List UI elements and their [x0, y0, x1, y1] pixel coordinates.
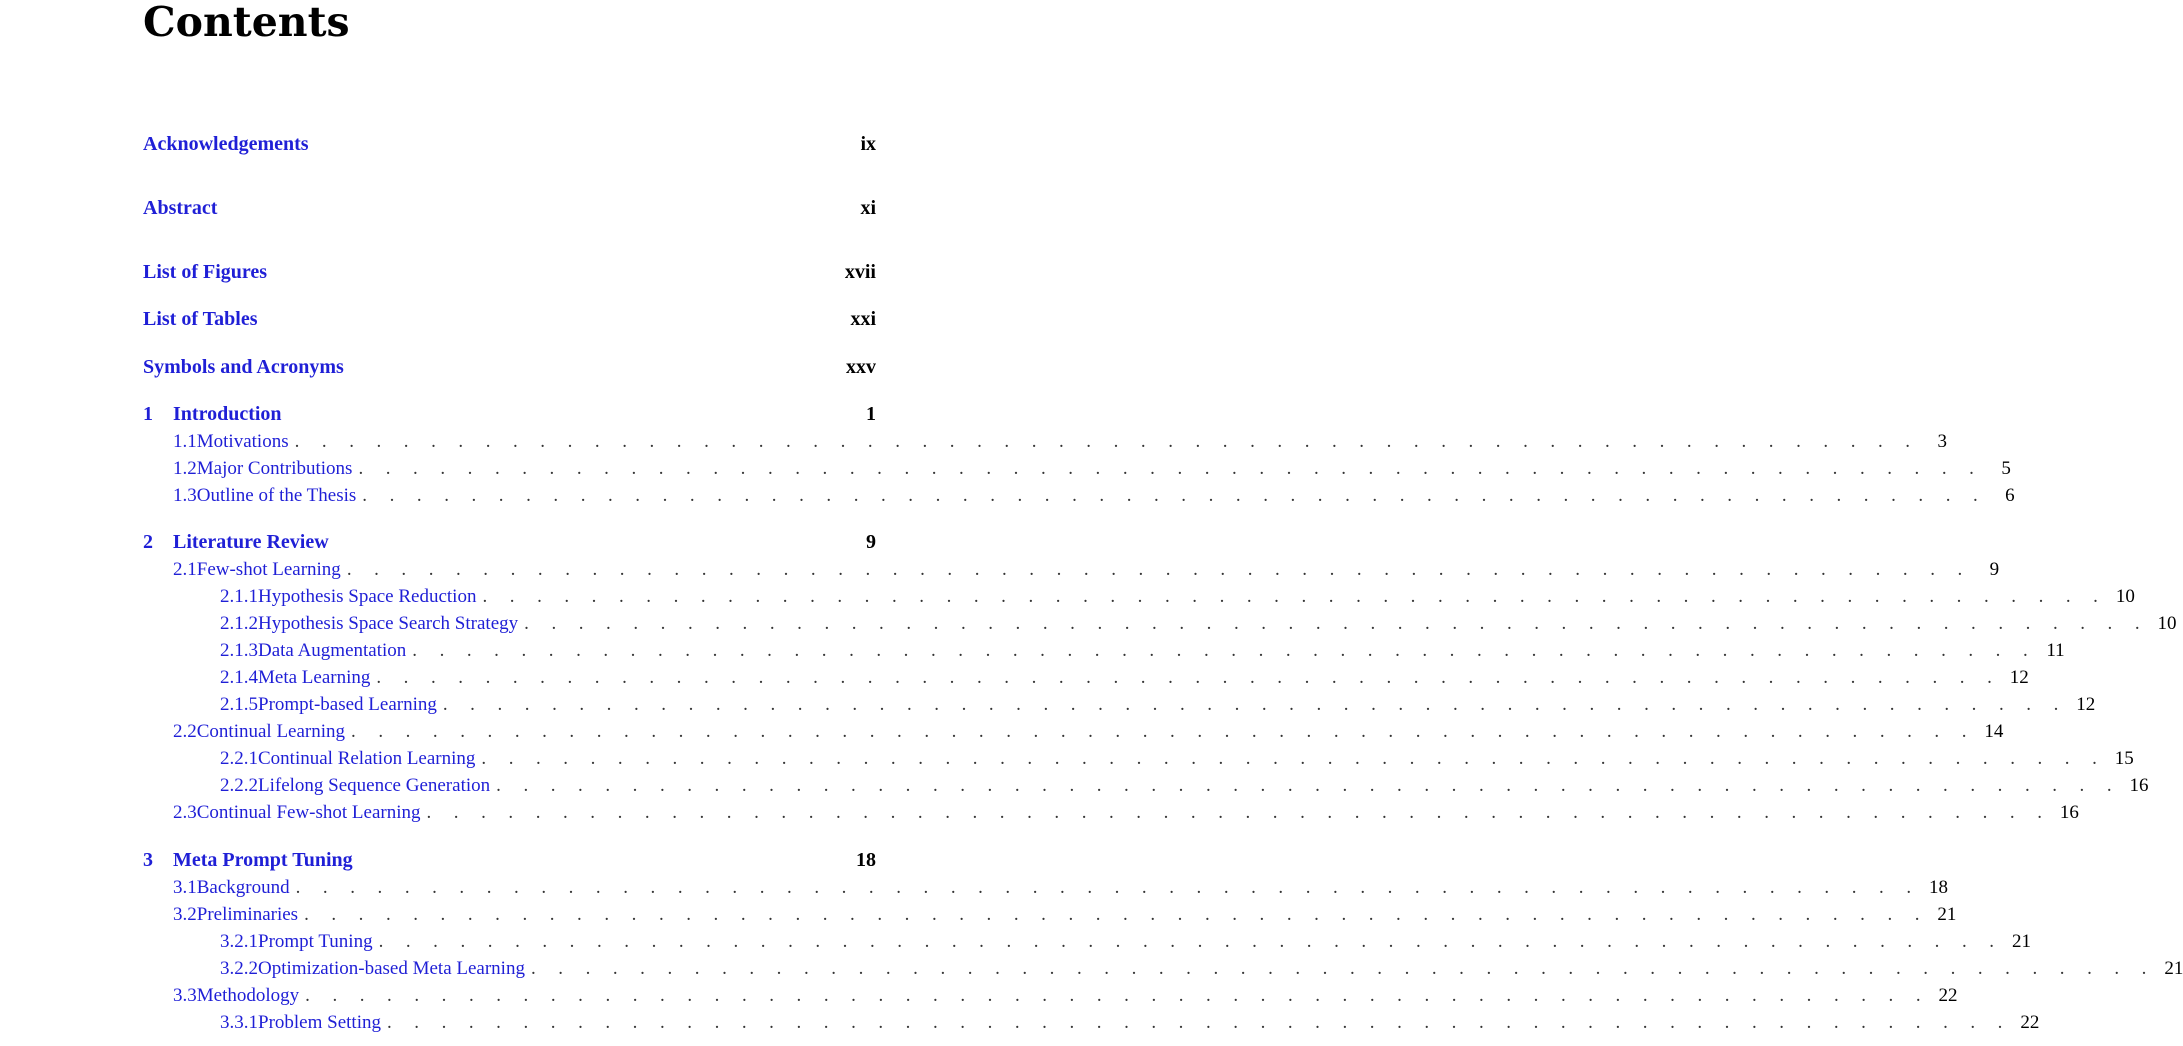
toc-entry-title-link[interactable]: List of Tables — [143, 308, 258, 330]
toc-entry-number[interactable]: 2.1.2 — [220, 613, 258, 634]
toc-entry-title-link[interactable]: Prompt-based Learning — [258, 694, 437, 715]
toc-entry-page-number: 21 — [2164, 958, 2183, 979]
toc-entry[interactable] — [143, 261, 876, 289]
toc-entry[interactable] — [143, 958, 2183, 986]
toc-entry-number[interactable]: 3 — [143, 849, 153, 871]
toc-entry-title-link[interactable]: Methodology — [196, 985, 300, 1006]
dot-leader: . . . . . . . . . . . . . . . . . . . . . . . . . . . . . . . . . . . . . . . . . . . . . . . . . . . . . . . . . . . . — [294, 431, 1919, 452]
toc-entry-page-number: xxv — [846, 356, 876, 378]
toc-entry-page-number: 12 — [2076, 694, 2096, 715]
toc-entry[interactable] — [143, 640, 2065, 668]
toc-entry-page-number: 22 — [2020, 1012, 2040, 1033]
contents-heading: Contents — [143, 0, 350, 46]
dot-leader: . . . . . . . . . . . . . . . . . . . . . . . . . . . . . . . . . . . . . . . . . . . . . . . . . . . . . . . . . . . . — [530, 958, 2156, 979]
toc-entry-page-number: 3 — [1937, 431, 1947, 452]
dot-leader: . . . . . . . . . . . . . . . . . . . . . . . . . . . . . . . . . . . . . . . . . . . . . . . . . . . . . . . . . . . . — [304, 904, 1929, 925]
toc-entry-number[interactable]: 1 — [143, 403, 153, 425]
toc-entry[interactable] — [143, 485, 2015, 513]
toc-entry-number[interactable]: 2.1.3 — [220, 640, 258, 661]
dot-leader: . . . . . . . . . . . . . . . . . . . . . . . . . . . . . . . . . . . . . . . . . . . . . . . . . . . . . . . . . . . . — [426, 802, 2051, 823]
toc-entry[interactable] — [143, 356, 876, 384]
toc-entry-title-link[interactable]: Prompt Tuning — [258, 931, 373, 952]
toc-entry[interactable] — [143, 559, 2000, 587]
toc-entry[interactable] — [143, 308, 876, 336]
dot-leader: . . . . . . . . . . . . . . . . . . . . . . . . . . . . . . . . . . . . . . . . . . . . . . . . . . . . . . . . . . . . — [412, 640, 2037, 661]
toc-entry-number[interactable]: 2.2.2 — [220, 775, 258, 796]
toc-entry-page-number: ix — [860, 133, 876, 155]
toc-entry-title-link[interactable]: Hypothesis Space Reduction — [258, 586, 477, 607]
toc-entry-title-link[interactable]: Few-shot Learning — [196, 559, 341, 580]
toc-entry-title-link[interactable]: Symbols and Acronyms — [143, 356, 344, 378]
toc-entry[interactable] — [143, 748, 2134, 776]
toc-entry-title-link[interactable]: Continual Few-shot Learning — [196, 802, 421, 823]
toc-entry[interactable] — [143, 849, 876, 877]
dot-leader: . . . . . . . . . . . . . . . . . . . . . . . . . . . . . . . . . . . . . . . . . . . . . . . . . . . . . . . . . . . . — [362, 485, 1987, 506]
toc-entry[interactable] — [143, 586, 2135, 614]
toc-entry[interactable] — [143, 877, 1948, 905]
toc-entry-number[interactable]: 2.3 — [173, 802, 197, 823]
toc-entry-title-link[interactable]: Background — [196, 877, 290, 898]
dot-leader: . . . . . . . . . . . . . . . . . . . . . . . . . . . . . . . . . . . . . . . . . . . . . . . . . . . . . . . . . . . . — [346, 559, 1972, 580]
toc-entry-title-link[interactable]: Hypothesis Space Search Strategy — [258, 613, 519, 634]
toc-entry-page-number: 18 — [1928, 877, 1948, 898]
toc-entry-page-number: 6 — [2005, 485, 2015, 506]
toc-entry[interactable] — [143, 613, 2177, 641]
toc-entry-title-link[interactable]: Data Augmentation — [258, 640, 407, 661]
toc-entry-number[interactable]: 2.1.5 — [220, 694, 258, 715]
toc-entry-page-number: 12 — [2009, 667, 2029, 688]
toc-entry-title-link[interactable]: Meta Learning — [258, 667, 371, 688]
toc-entry-page-number: 22 — [1938, 985, 1958, 1006]
dot-leader: . . . . . . . . . . . . . . . . . . . . . . . . . . . . . . . . . . . . . . . . . . . . . . . . . . . . . . . . . . . . — [376, 667, 2001, 688]
toc-entry-number[interactable]: 2 — [143, 531, 153, 553]
toc-entry-number[interactable]: 3.2.1 — [220, 931, 258, 952]
toc-entry-page-number: 21 — [1937, 904, 1957, 925]
dot-leader: . . . . . . . . . . . . . . . . . . . . . . . . . . . . . . . . . . . . . . . . . . . . . . . . . . . . . . . . . . . . — [305, 985, 1930, 1006]
toc-entry-page-number: 16 — [2059, 802, 2079, 823]
toc-entry[interactable] — [143, 1012, 2040, 1040]
toc-entry-title-link[interactable]: Problem Setting — [258, 1012, 381, 1033]
toc-entry-number[interactable]: 3.2 — [173, 904, 197, 925]
toc-entry-title-link[interactable]: Meta Prompt Tuning — [173, 849, 353, 871]
dot-leader: . . . . . . . . . . . . . . . . . . . . . . . . . . . . . . . . . . . . . . . . . . . . . . . . . . . . . . . . . . . . — [481, 748, 2106, 769]
toc-entry-title-link[interactable]: Acknowledgements — [143, 133, 309, 155]
toc-entry-number[interactable]: 2.1.4 — [220, 667, 258, 688]
toc-entry[interactable] — [143, 431, 1947, 459]
toc-entry-page-number: 9 — [866, 531, 876, 553]
toc-entry-number[interactable]: 3.1 — [173, 877, 197, 898]
toc-entry[interactable] — [143, 721, 2004, 749]
toc-entry[interactable] — [143, 802, 2079, 830]
toc-entry-number[interactable]: 2.1 — [173, 559, 197, 580]
toc-entry-number[interactable]: 3.2.2 — [220, 958, 258, 979]
dot-leader: . . . . . . . . . . . . . . . . . . . . . . . . . . . . . . . . . . . . . . . . . . . . . . . . . . . . . . . . . . . . — [386, 1012, 2012, 1033]
toc-entry-title-link[interactable]: Continual Relation Learning — [258, 748, 476, 769]
toc-entry-title-link[interactable]: List of Figures — [143, 261, 268, 283]
toc-entry-page-number: 5 — [2001, 458, 2011, 479]
toc-entry[interactable] — [143, 904, 1957, 932]
toc-entry-title-link[interactable]: Optimization-based Meta Learning — [258, 958, 525, 979]
toc-entry-title-link[interactable]: Literature Review — [173, 531, 329, 553]
toc-entry[interactable] — [143, 931, 2031, 959]
toc-entry-number[interactable]: 3.3.1 — [220, 1012, 258, 1033]
toc-entry-page-number: xi — [860, 197, 876, 219]
toc-entry-number[interactable]: 2.1.1 — [220, 586, 258, 607]
toc-entry[interactable] — [143, 694, 2096, 722]
toc-entry-number[interactable]: 2.2 — [173, 721, 197, 742]
toc-entry-title-link[interactable]: Abstract — [143, 197, 218, 219]
toc-entry[interactable] — [143, 133, 876, 161]
dot-leader: . . . . . . . . . . . . . . . . . . . . . . . . . . . . . . . . . . . . . . . . . . . . . . . . . . . . . . . . . . . . — [496, 775, 2121, 796]
toc-entry[interactable] — [143, 197, 876, 225]
toc-entry-page-number: xvii — [844, 261, 876, 283]
toc-entry-title-link[interactable]: Outline of the Thesis — [196, 485, 357, 506]
toc-entry-page-number: 10 — [2157, 613, 2177, 634]
toc-entry[interactable] — [143, 985, 1958, 1013]
toc-entry-page-number: 10 — [2115, 586, 2135, 607]
toc-entry[interactable] — [143, 403, 876, 431]
dot-leader: . . . . . . . . . . . . . . . . . . . . . . . . . . . . . . . . . . . . . . . . . . . . . . . . . . . . . . . . . . . . — [482, 586, 2107, 607]
toc-entry[interactable] — [143, 667, 2029, 695]
toc-entry-page-number: xxi — [850, 308, 876, 330]
toc-entry[interactable] — [143, 775, 2149, 803]
toc-entry-number[interactable]: 3.3 — [173, 985, 197, 1006]
toc-entry-page-number: 14 — [1984, 721, 2004, 742]
toc-entry-title-link[interactable]: Preliminaries — [196, 904, 299, 925]
toc-entry-title-link[interactable]: Continual Learning — [196, 721, 346, 742]
toc-entry[interactable] — [143, 531, 876, 559]
toc-entry-number[interactable]: 1.2 — [173, 458, 197, 479]
toc-entry-title-link[interactable]: Major Contributions — [196, 458, 353, 479]
dot-leader: . . . . . . . . . . . . . . . . . . . . . . . . . . . . . . . . . . . . . . . . . . . . . . . . . . . . . . . . . . . . — [358, 458, 1983, 479]
dot-leader: . . . . . . . . . . . . . . . . . . . . . . . . . . . . . . . . . . . . . . . . . . . . . . . . . . . . . . . . . . . . — [295, 877, 1920, 898]
toc-entry-title-link[interactable]: Introduction — [173, 403, 282, 425]
toc-entry-page-number: 21 — [2011, 931, 2031, 952]
toc-entry[interactable] — [143, 458, 2011, 486]
dot-leader: . . . . . . . . . . . . . . . . . . . . . . . . . . . . . . . . . . . . . . . . . . . . . . . . . . . . . . . . . . . . — [442, 694, 2068, 715]
toc-entry-number[interactable]: 1.3 — [173, 485, 197, 506]
toc-entry-page-number: 11 — [2046, 640, 2065, 661]
dot-leader: . . . . . . . . . . . . . . . . . . . . . . . . . . . . . . . . . . . . . . . . . . . . . . . . . . . . . . . . . . . . — [351, 721, 1976, 742]
toc-entry-title-link[interactable]: Lifelong Sequence Generation — [258, 775, 491, 796]
toc-entry-title-link[interactable]: Motivations — [196, 431, 289, 452]
dot-leader: . . . . . . . . . . . . . . . . . . . . . . . . . . . . . . . . . . . . . . . . . . . . . . . . . . . . . . . . . . . . — [524, 613, 2149, 634]
toc-entry-page-number: 16 — [2129, 775, 2149, 796]
toc-entry-page-number: 18 — [856, 849, 876, 871]
toc-entry-page-number: 9 — [1989, 559, 2000, 580]
toc-entry-number[interactable]: 1.1 — [173, 431, 197, 452]
toc-entry-page-number: 1 — [866, 403, 876, 425]
dot-leader: . . . . . . . . . . . . . . . . . . . . . . . . . . . . . . . . . . . . . . . . . . . . . . . . . . . . . . . . . . . . — [378, 931, 2003, 952]
toc-entry-page-number: 15 — [2114, 748, 2134, 769]
toc-entry-number[interactable]: 2.2.1 — [220, 748, 258, 769]
